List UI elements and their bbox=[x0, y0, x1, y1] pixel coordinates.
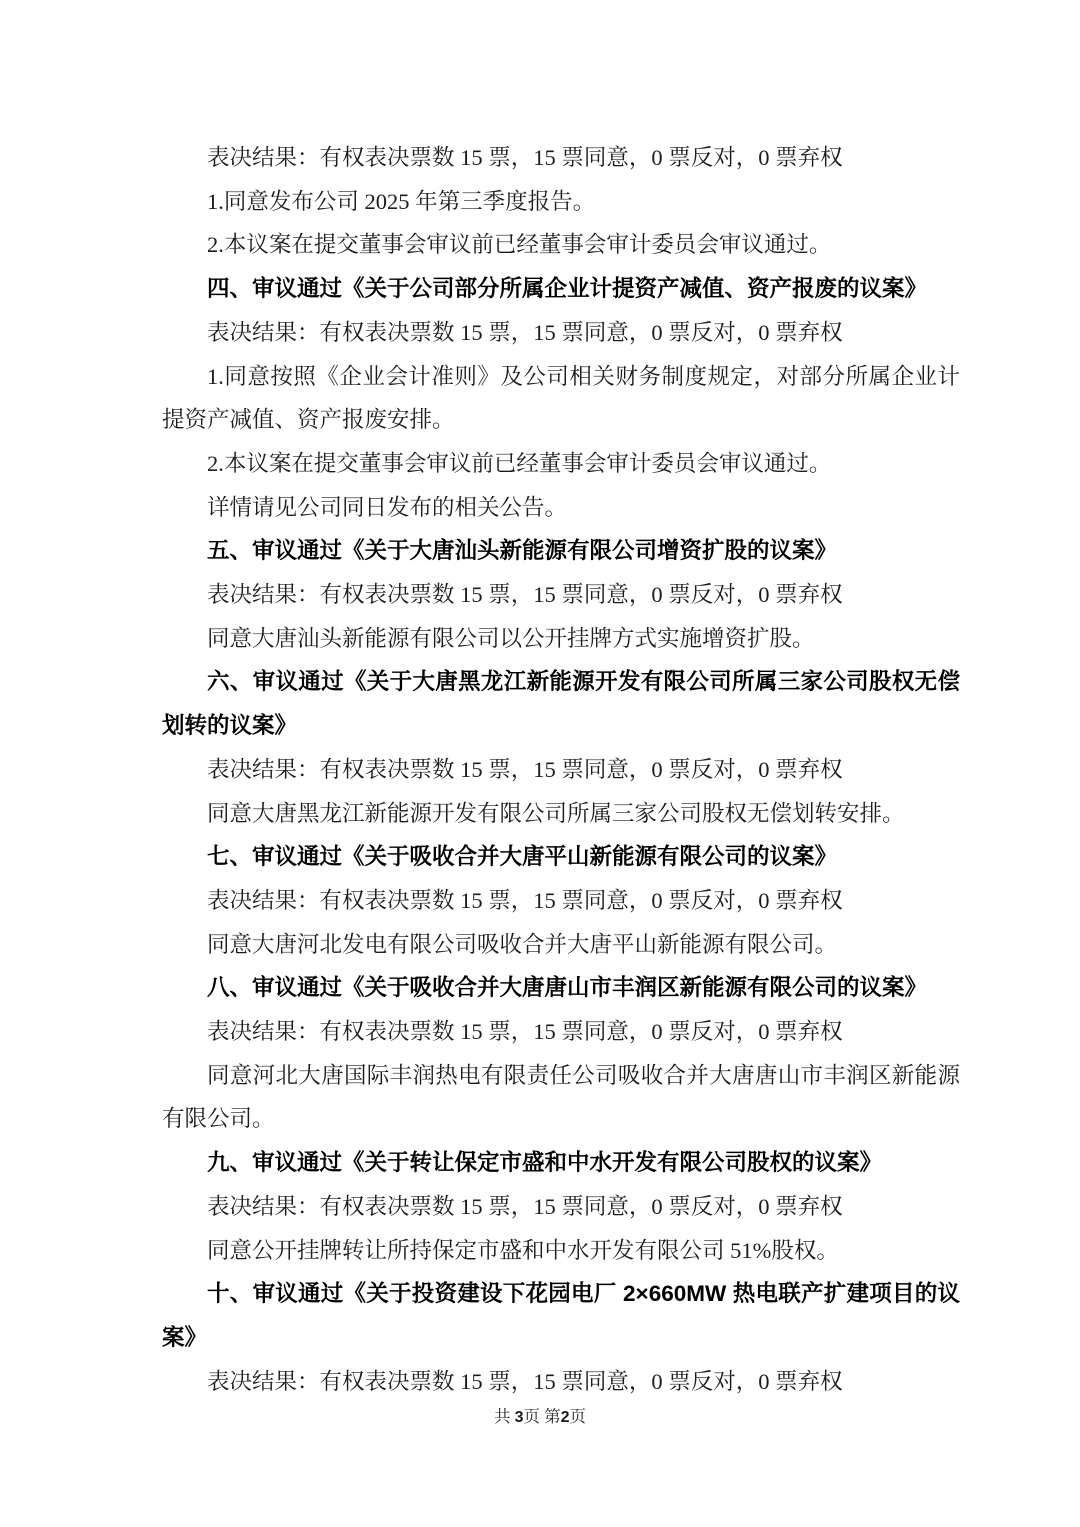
body-paragraph: 表决结果：有权表决票数 15 票，15 票同意，0 票反对，0 票弃权 bbox=[207, 582, 843, 608]
body-paragraph: 同意公开挂牌转让所持保定市盛和中水开发有限公司 51%股权。 bbox=[207, 1237, 839, 1263]
footer-pages-suffix: 页 bbox=[569, 1407, 587, 1426]
footer-current-page: 2 bbox=[560, 1409, 570, 1426]
agenda-item-heading: 六、审议通过《关于大唐黑龙江新能源开发有限公司所属三家公司股权无偿划转的议案》 bbox=[162, 669, 960, 739]
body-paragraph: 表决结果：有权表决票数 15 票，15 票同意，0 票反对，0 票弃权 bbox=[207, 887, 843, 913]
body-paragraph: 1.同意按照《企业会计准则》及公司相关财务制度规定，对部分所属企业计提资产减值、资产报废安排。 bbox=[162, 363, 960, 433]
body-paragraph: 2.本议案在提交董事会审议前已经董事会审计委员会审议通过。 bbox=[207, 232, 832, 258]
body-paragraph: 同意大唐河北发电有限公司吸收合并大唐平山新能源有限公司。 bbox=[207, 931, 838, 957]
body-paragraph: 表决结果：有权表决票数 15 票，15 票同意，0 票反对，0 票弃权 bbox=[207, 1193, 843, 1219]
body-paragraph: 同意河北大唐国际丰润热电有限责任公司吸收合并大唐唐山市丰润区新能源有限公司。 bbox=[162, 1062, 960, 1132]
document-body bbox=[162, 136, 960, 1403]
agenda-item-heading: 九、审议通过《关于转让保定市盛和中水开发有限公司股权的议案》 bbox=[207, 1150, 883, 1176]
agenda-item-heading: 八、审议通过《关于吸收合并大唐唐山市丰润区新能源有限公司的议案》 bbox=[207, 975, 928, 1001]
body-paragraph: 1.同意发布公司 2025 年第三季度报告。 bbox=[207, 188, 596, 214]
body-paragraph: 同意大唐汕头新能源有限公司以公开挂牌方式实施增资扩股。 bbox=[207, 625, 815, 651]
body-paragraph: 2.本议案在提交董事会审议前已经董事会审计委员会审议通过。 bbox=[207, 450, 832, 476]
agenda-item-heading: 四、审议通过《关于公司部分所属企业计提资产减值、资产报废的议案》 bbox=[207, 276, 928, 302]
body-paragraph: 表决结果：有权表决票数 15 票，15 票同意，0 票反对，0 票弃权 bbox=[207, 319, 843, 345]
body-paragraph: 详情请见公司同日发布的相关公告。 bbox=[207, 494, 568, 520]
agenda-item-heading: 五、审议通过《关于大唐汕头新能源有限公司增资扩股的议案》 bbox=[207, 538, 838, 564]
body-paragraph: 同意大唐黑龙江新能源开发有限公司所属三家公司股权无偿划转安排。 bbox=[207, 800, 905, 826]
footer-total-pages: 3 bbox=[514, 1409, 524, 1426]
agenda-item-heading: 七、审议通过《关于吸收合并大唐平山新能源有限公司的议案》 bbox=[207, 844, 838, 870]
body-paragraph: 表决结果：有权表决票数 15 票，15 票同意，0 票反对，0 票弃权 bbox=[207, 756, 843, 782]
body-paragraph: 表决结果：有权表决票数 15 票，15 票同意，0 票反对，0 票弃权 bbox=[207, 1368, 843, 1394]
footer-pages-prefix: 共 bbox=[493, 1407, 515, 1426]
page-footer bbox=[0, 1405, 1080, 1430]
footer-pages-middle: 页 第 bbox=[523, 1407, 561, 1426]
agenda-item-heading: 十、审议通过《关于投资建设下花园电厂 2×660MW 热电联产扩建项目的议案》 bbox=[162, 1281, 960, 1350]
body-paragraph: 表决结果：有权表决票数 15 票，15 票同意，0 票反对，0 票弃权 bbox=[207, 145, 843, 170]
body-paragraph: 表决结果：有权表决票数 15 票，15 票同意，0 票反对，0 票弃权 bbox=[207, 1019, 843, 1045]
